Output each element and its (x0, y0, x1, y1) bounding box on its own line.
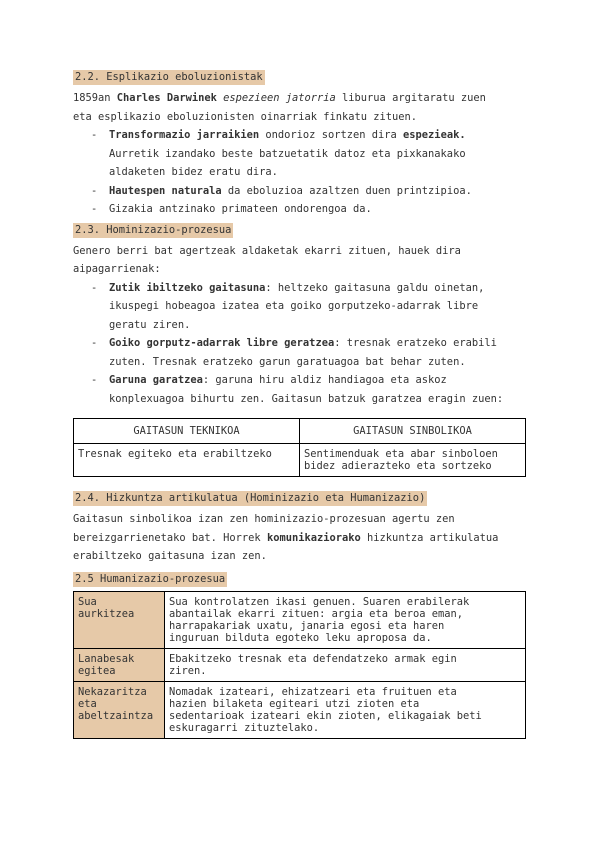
list-item-continuation: ikuspegi hobeagoa izatea eta goiko gorputzeko-adarrak libre (109, 300, 479, 312)
section-heading-2-5 (73, 572, 528, 591)
list-item-continuation: geratu ziren. (109, 318, 191, 331)
bold-name: Charles Darwinek (116, 92, 217, 104)
section-heading-2-3 (73, 223, 528, 242)
row-text: Sua kontrolatzen ikasi genuen. Suaren erabilerak abantailak ekarri zituen: argia eta beroa eman, harrapakariak uxatu, janaria egosi eta haren inguruan bilduta egoteko leku aproposa da. (165, 591, 526, 648)
section-title: 2.2. Esplikazio eboluzionistak (75, 71, 263, 83)
section-heading-2-4 (73, 491, 528, 510)
row-text: Nomadak izateari, ehizatzeari eta fruituen eta hazien bilaketa egiteari utzi zioten eta sedentarioak izateari ekin zioten, elikagaiak beti eskuragarri zituztelako. (165, 681, 526, 738)
list-item-continuation: konplexuagoa bihurtu zen. Gaitasun batzuk garatzea eragin zuen: (109, 392, 504, 405)
list-item: - Goiko gorputz-adarrak libre geratzea: tresnak eratzeko erabili (91, 337, 497, 349)
document-page (73, 70, 528, 739)
row-label: Lanabesak egitea (74, 648, 165, 681)
list-item: - Garuna garatzea: garuna hiru aldiz handiagoa eta askoz (91, 374, 447, 386)
list-item-continuation: Aurretik izandako beste batzuetatik datoz eta pixkanakako (109, 147, 466, 160)
list-item-continuation: aldaketen bidez eratu dira. (109, 166, 278, 178)
humanization-table (73, 591, 526, 739)
paragraph-line: erabiltzeko gaitasuna izan zen. (73, 550, 267, 562)
paragraph-line: Genero berri bat agertzeak aldaketak ekarri zituen, hauek dira (73, 244, 461, 257)
list-item: - Hautespen naturala da eboluzioa azaltzen duen printzipioa. (91, 184, 472, 197)
abilities-table (73, 418, 526, 477)
paragraph-line: aipagarrienak: (73, 263, 161, 275)
book-title: espezieen jatorria (223, 92, 336, 104)
table-row (74, 648, 526, 681)
paragraph-line: eta esplikazio eboluzionisten oinarriak finkatu zituen. (73, 110, 418, 123)
table-row (74, 591, 526, 648)
table-row (74, 681, 526, 738)
paragraph-line: Gaitasun sinbolikoa izan zen hominizazio-prozesuan agertu zen (73, 513, 455, 525)
row-text: Ebakitzeko tresnak eta defendatzeko armak egin ziren. (165, 648, 526, 681)
table-cell: Tresnak egiteko eta erabiltzeko (74, 444, 300, 477)
section-title: 2.5 Humanizazio-prozesua (75, 572, 226, 585)
list-item: - Transformazio jarraikien ondorioz sortzen dira espezieak. (91, 129, 466, 141)
row-label: Nekazaritza eta abeltzaintza (74, 681, 165, 738)
list-item: - Zutik ibiltzeko gaitasuna: heltzeko gaitasuna galdu oinetan, (91, 281, 485, 294)
paragraph-line: bereizgarrienetako bat. Horrek komunikaziorako hizkuntza artikulatua (73, 531, 499, 544)
paragraph-line: 1859an Charles Darwinek espezieen jatorria liburua argitaratu zuen (73, 92, 486, 104)
table-header: GAITASUN TEKNIKOA (74, 419, 300, 444)
section-heading-2-2 (73, 70, 528, 89)
row-label: Sua aurkitzea (74, 591, 165, 648)
list-item: - Gizakia antzinako primateen ondorengoa da. (91, 203, 372, 215)
table-cell: Sentimenduak eta abar sinboloen bidez adierazteko eta sortzeko (300, 444, 526, 477)
table-header: GAITASUN SINBOLIKOA (300, 419, 526, 444)
list-item-continuation: zuten. Tresnak eratzeko garun garatuagoa bat behar zuten. (109, 355, 466, 368)
section-title: 2.3. Hominizazio-prozesua (75, 223, 232, 236)
section-title: 2.4. Hizkuntza artikulatua (Hominizazio eta Humanizazio) (75, 492, 426, 504)
